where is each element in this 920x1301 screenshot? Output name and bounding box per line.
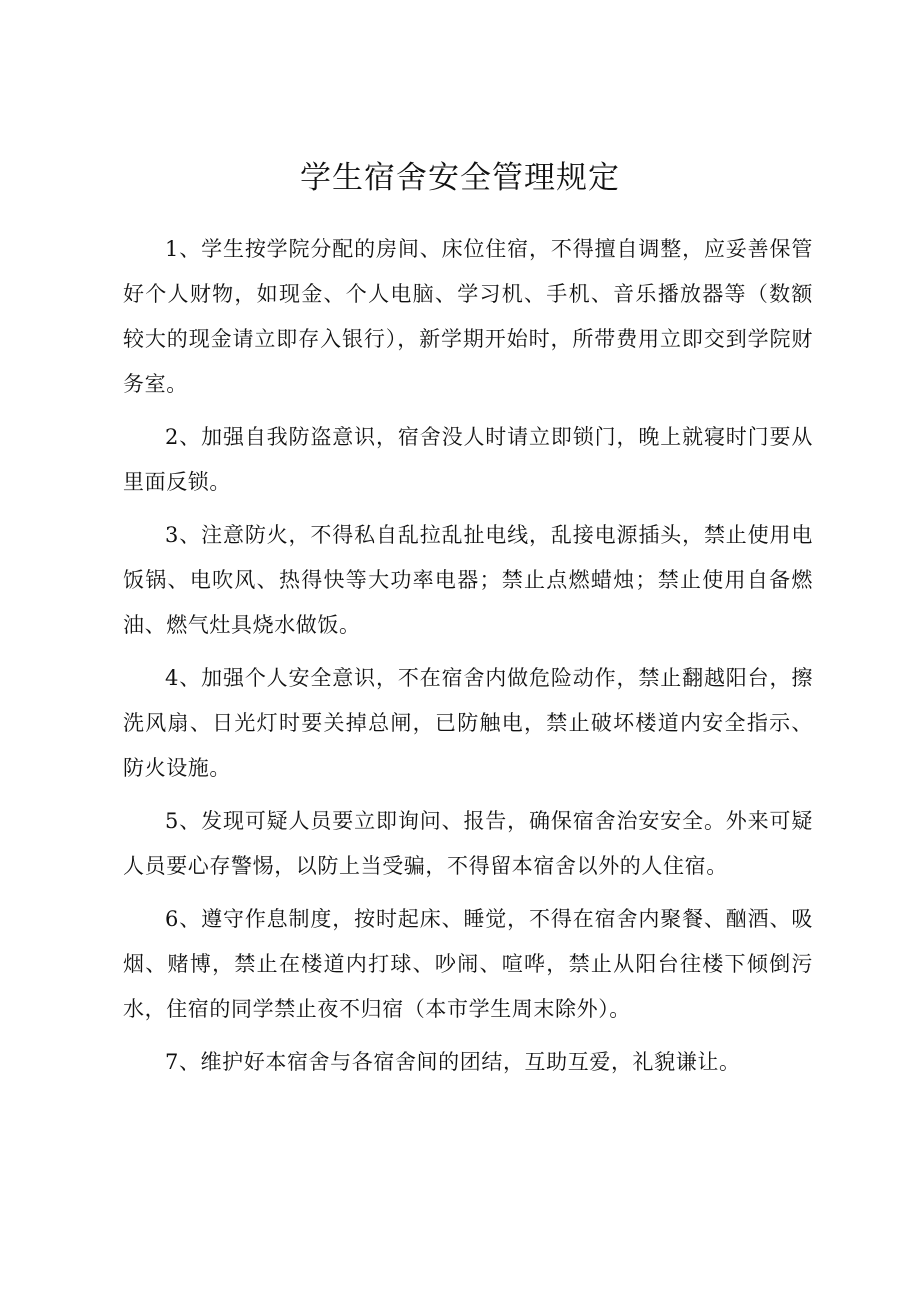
rule-paragraph-1: 1、学生按学院分配的房间、床位住宿，不得擅自调整，应妥善保管好个人财物，如现金、个人电脑、学习机、手机、音乐播放器等（数额较大的现金请立即存入银行），新学期开始时，所带费用立即交到学院财务室。 (123, 237, 813, 396)
rule-paragraph-3: 3、注意防火，不得私自乱拉乱扯电线，乱接电源插头，禁止使用电饭锅、电吹风、热得快等大功率电器；禁止点燃蜡烛；禁止使用自备燃油、燃气灶具烧水做饭。 (123, 523, 813, 637)
rule-paragraph-7: 7、维护好本宿舍与各宿舍间的团结，互助互爱，礼貌谦让。 (165, 1050, 741, 1074)
rule-paragraph-6: 6、遵守作息制度，按时起床、睡觉，不得在宿舍内聚餐、酗酒、吸烟、赌博，禁止在楼道内打球、吵闹、喧哗，禁止从阳台往楼下倾倒污水，住宿的同学禁止夜不归宿（本市学生周末除外）。 (123, 907, 813, 1021)
rule-paragraph-2: 2、加强自我防盗意识，宿舍没人时请立即锁门，晚上就寝时门要从里面反锁。 (123, 425, 813, 494)
rule-paragraph-4: 4、加强个人安全意识，不在宿舍内做危险动作，禁止翻越阳台，擦洗风扇、日光灯时要关掉总闸，已防触电，禁止破坏楼道内安全指示、防火设施。 (123, 666, 813, 780)
document-body (123, 227, 813, 1093)
document-title: 学生宿舍安全管理规定 (300, 160, 620, 196)
rule-paragraph-5: 5、发现可疑人员要立即询问、报告，确保宿舍治安安全。外来可疑人员要心存警惕，以防上当受骗，不得留本宿舍以外的人住宿。 (123, 809, 813, 878)
